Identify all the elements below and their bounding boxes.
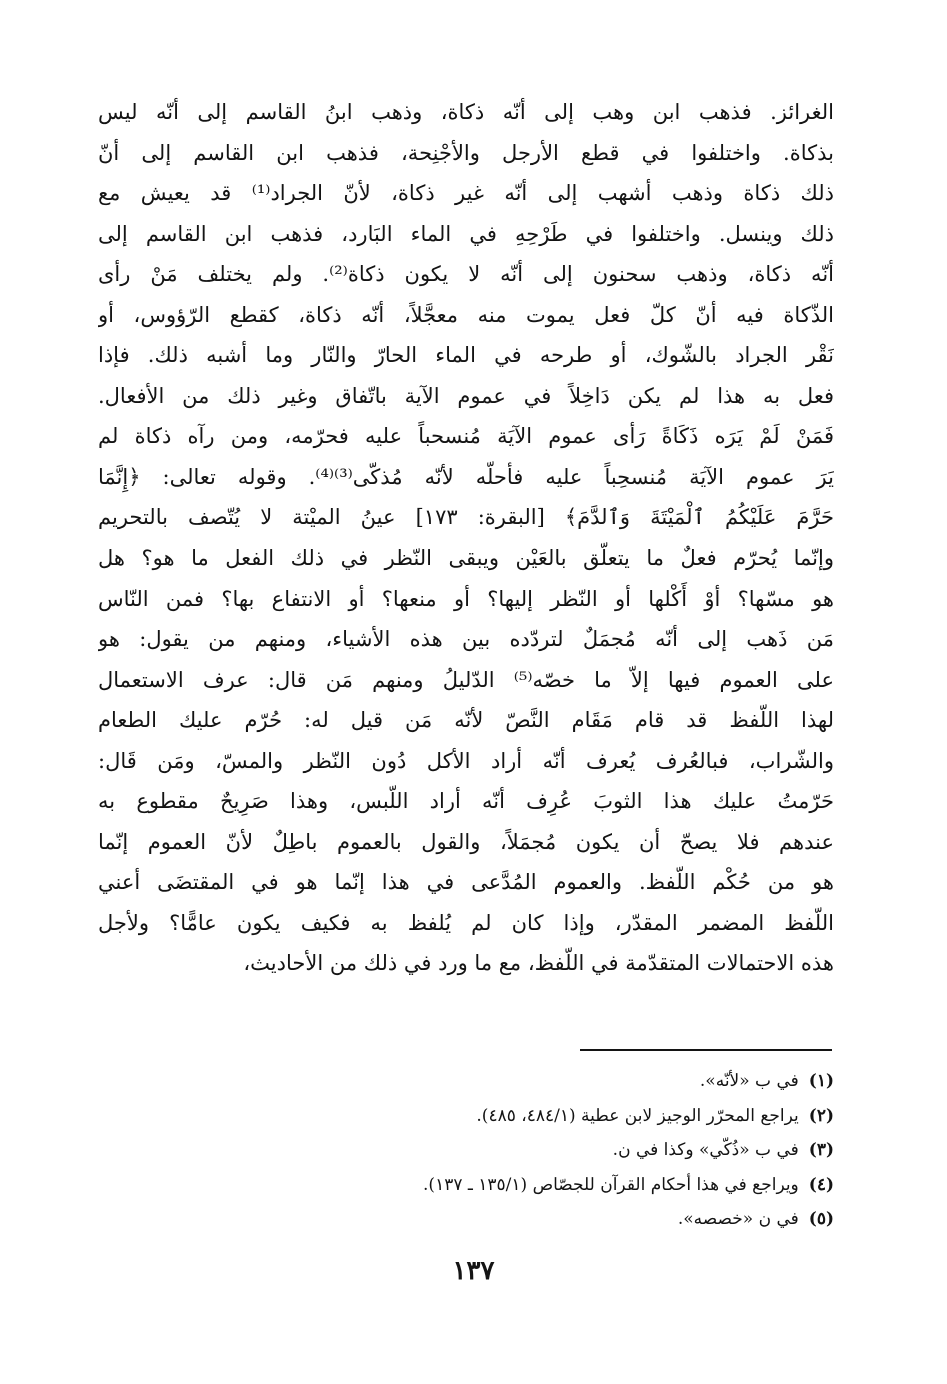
text-line: الغرائز. فذهب ابن وهب إلى أنّه ذكاة، وذهب ابنُ القاسم إلى أنّه ليس: [98, 100, 834, 124]
text-line: مَن ذَهب إلى أنّه مُجمَلٌ لتردّده بين هذه الأشياء، ومنهم من يقول: هو: [98, 627, 834, 652]
text-line: والشّراب، فبالعُرف يُعرف أنّه أراد الأكل دُون النّظر والمسّ، ومَن قَال:: [98, 748, 834, 773]
text-line: هو من حُكْم اللّفظ. والعموم المُدَّعى في هذا إنّما هو في المقتضَى أعني: [98, 870, 834, 895]
footnote: [98, 1064, 834, 1099]
footnote-text: في ب «لأنّه».: [699, 1071, 799, 1091]
text-line: هو مسّها؟ أوْ أَكْلها أو النّظر إليها؟ أو منعها؟ أو الانتفاع بها؟ فمن النّاس: [98, 586, 834, 611]
text-line: فَمَنْ لَمْ يَرَه ذَكَاةً رَأى عموم الآيَة مُنسحباً عليه فحرّمه، ومن رآه ذكاة لم: [98, 424, 834, 449]
footnote-text: في ب «ذُكّي» وكذا في ن.: [612, 1140, 799, 1160]
text-line: عندهم فلا يصحّ أن يكون مُجمَلاً، والقول بالعموم باطِلٌ لأنّ العموم إنّما: [98, 829, 834, 854]
main-text: [98, 92, 834, 984]
text-line: الذّكاة فيه أنّ كلّ فعل يموت منه معجَّلاً، أنّه ذكاة، كقطع الرّؤوس، أو: [98, 302, 834, 327]
footnote-number: (٢): [808, 1105, 834, 1126]
footnote: [98, 1133, 834, 1168]
text-line: ذلك وينسل. واختلفوا في طَرْحِهِ في الماء البَارد، فذهب ابن القاسم إلى: [98, 221, 834, 246]
text-line: أنّه ذكاة، وذهب سحنون إلى أنّه لا يكون ذكاة⁽²⁾. ولم يختلف مَنْ رأى: [98, 262, 834, 287]
text-line: لهذا اللّفظ قد قام مَقَام النَّصّ لأنّه مَن قيل له: حُرّم عليك الطعام: [98, 708, 834, 733]
footnote: [98, 1099, 834, 1134]
text-line: هذه الاحتمالات المتقدّمة في اللّفظ، مع ما ورد في ذلك من الأحاديث،: [243, 951, 834, 976]
text-line: ذلك ذكاة وذهب أشهب إلى أنّه غير ذكاة، لأنّ الجراد⁽¹⁾ قد يعيش مع: [98, 181, 834, 206]
page-number: ١٣٧: [452, 1256, 495, 1286]
footnote: [98, 1202, 834, 1237]
footnote-number: (١): [808, 1071, 834, 1091]
text-line: فعل به هذا لم يكن دَاخِلاً في عموم الآية باتّفاق وغير ذلك من الأفعال.: [98, 383, 834, 408]
footnote-number: (٣): [808, 1140, 834, 1160]
footnote: [98, 1168, 834, 1203]
text-line: حَرَّمَ عَلَيْكُمُ ٱلْمَيْتَةَ وَٱلدَّمَ﴾ [البقرة: ١٧٣] عينُ الميْتة لا يُتّصف بالتحريم: [98, 505, 834, 530]
text-line: اللّفظ المضمر المقدّر، وإذا كان لم يُلفظ به فكيف يكون عامًّا؟ ولأجل: [98, 910, 834, 935]
text-line: وإنّما يُحرّم فعلٌ ما يتعلّق بالعَيْن ويبقى النّظر في ذلك الفعل ما هو؟ هل: [98, 546, 834, 571]
footnote-number: (٤): [808, 1174, 834, 1195]
footnote-text: في ن «خصصه».: [677, 1209, 799, 1229]
text-line: حَرّمتُ عليك هذا الثوبَ عُرِف أنّه أراد اللّبس، وهذا صَرِيحٌ مقطوع به: [98, 789, 834, 814]
footnote-text: ويراجع في هذا أحكام القرآن للجصّاص (١٣٥/١ ـ ١٣٧).: [423, 1174, 799, 1195]
footnote-divider: [580, 1049, 832, 1051]
footnotes: [98, 1064, 834, 1237]
footnote-number: (٥): [808, 1209, 834, 1229]
text-line: على العموم فيها إلاّ ما خصّه⁽⁵⁾ الدّليلُ ومنهم مَن قال: عرف الاستعمال: [98, 667, 834, 692]
text-line: يَرَ عموم الآيَة مُنسحِباً عليه فأحلّه لأنّه مُذكّى⁽³⁾⁽⁴⁾. وقوله تعالى: ﴿إِنَّمَا: [98, 464, 834, 489]
text-line: نَقْر الجراد بالشّوك، أو طرحه في الماء الحارّ والنّار وما أشبه ذلك. فإذا: [98, 343, 834, 368]
text-line: بذكاة. واختلفوا في قطع الأرجل والأجْنِحة، فذهب ابن القاسم إلى أنّ: [98, 140, 834, 165]
footnote-text: يراجع المحرّر الوجيز لابن عطية (٤٨٤/١، ٤٨٥).: [476, 1105, 799, 1126]
